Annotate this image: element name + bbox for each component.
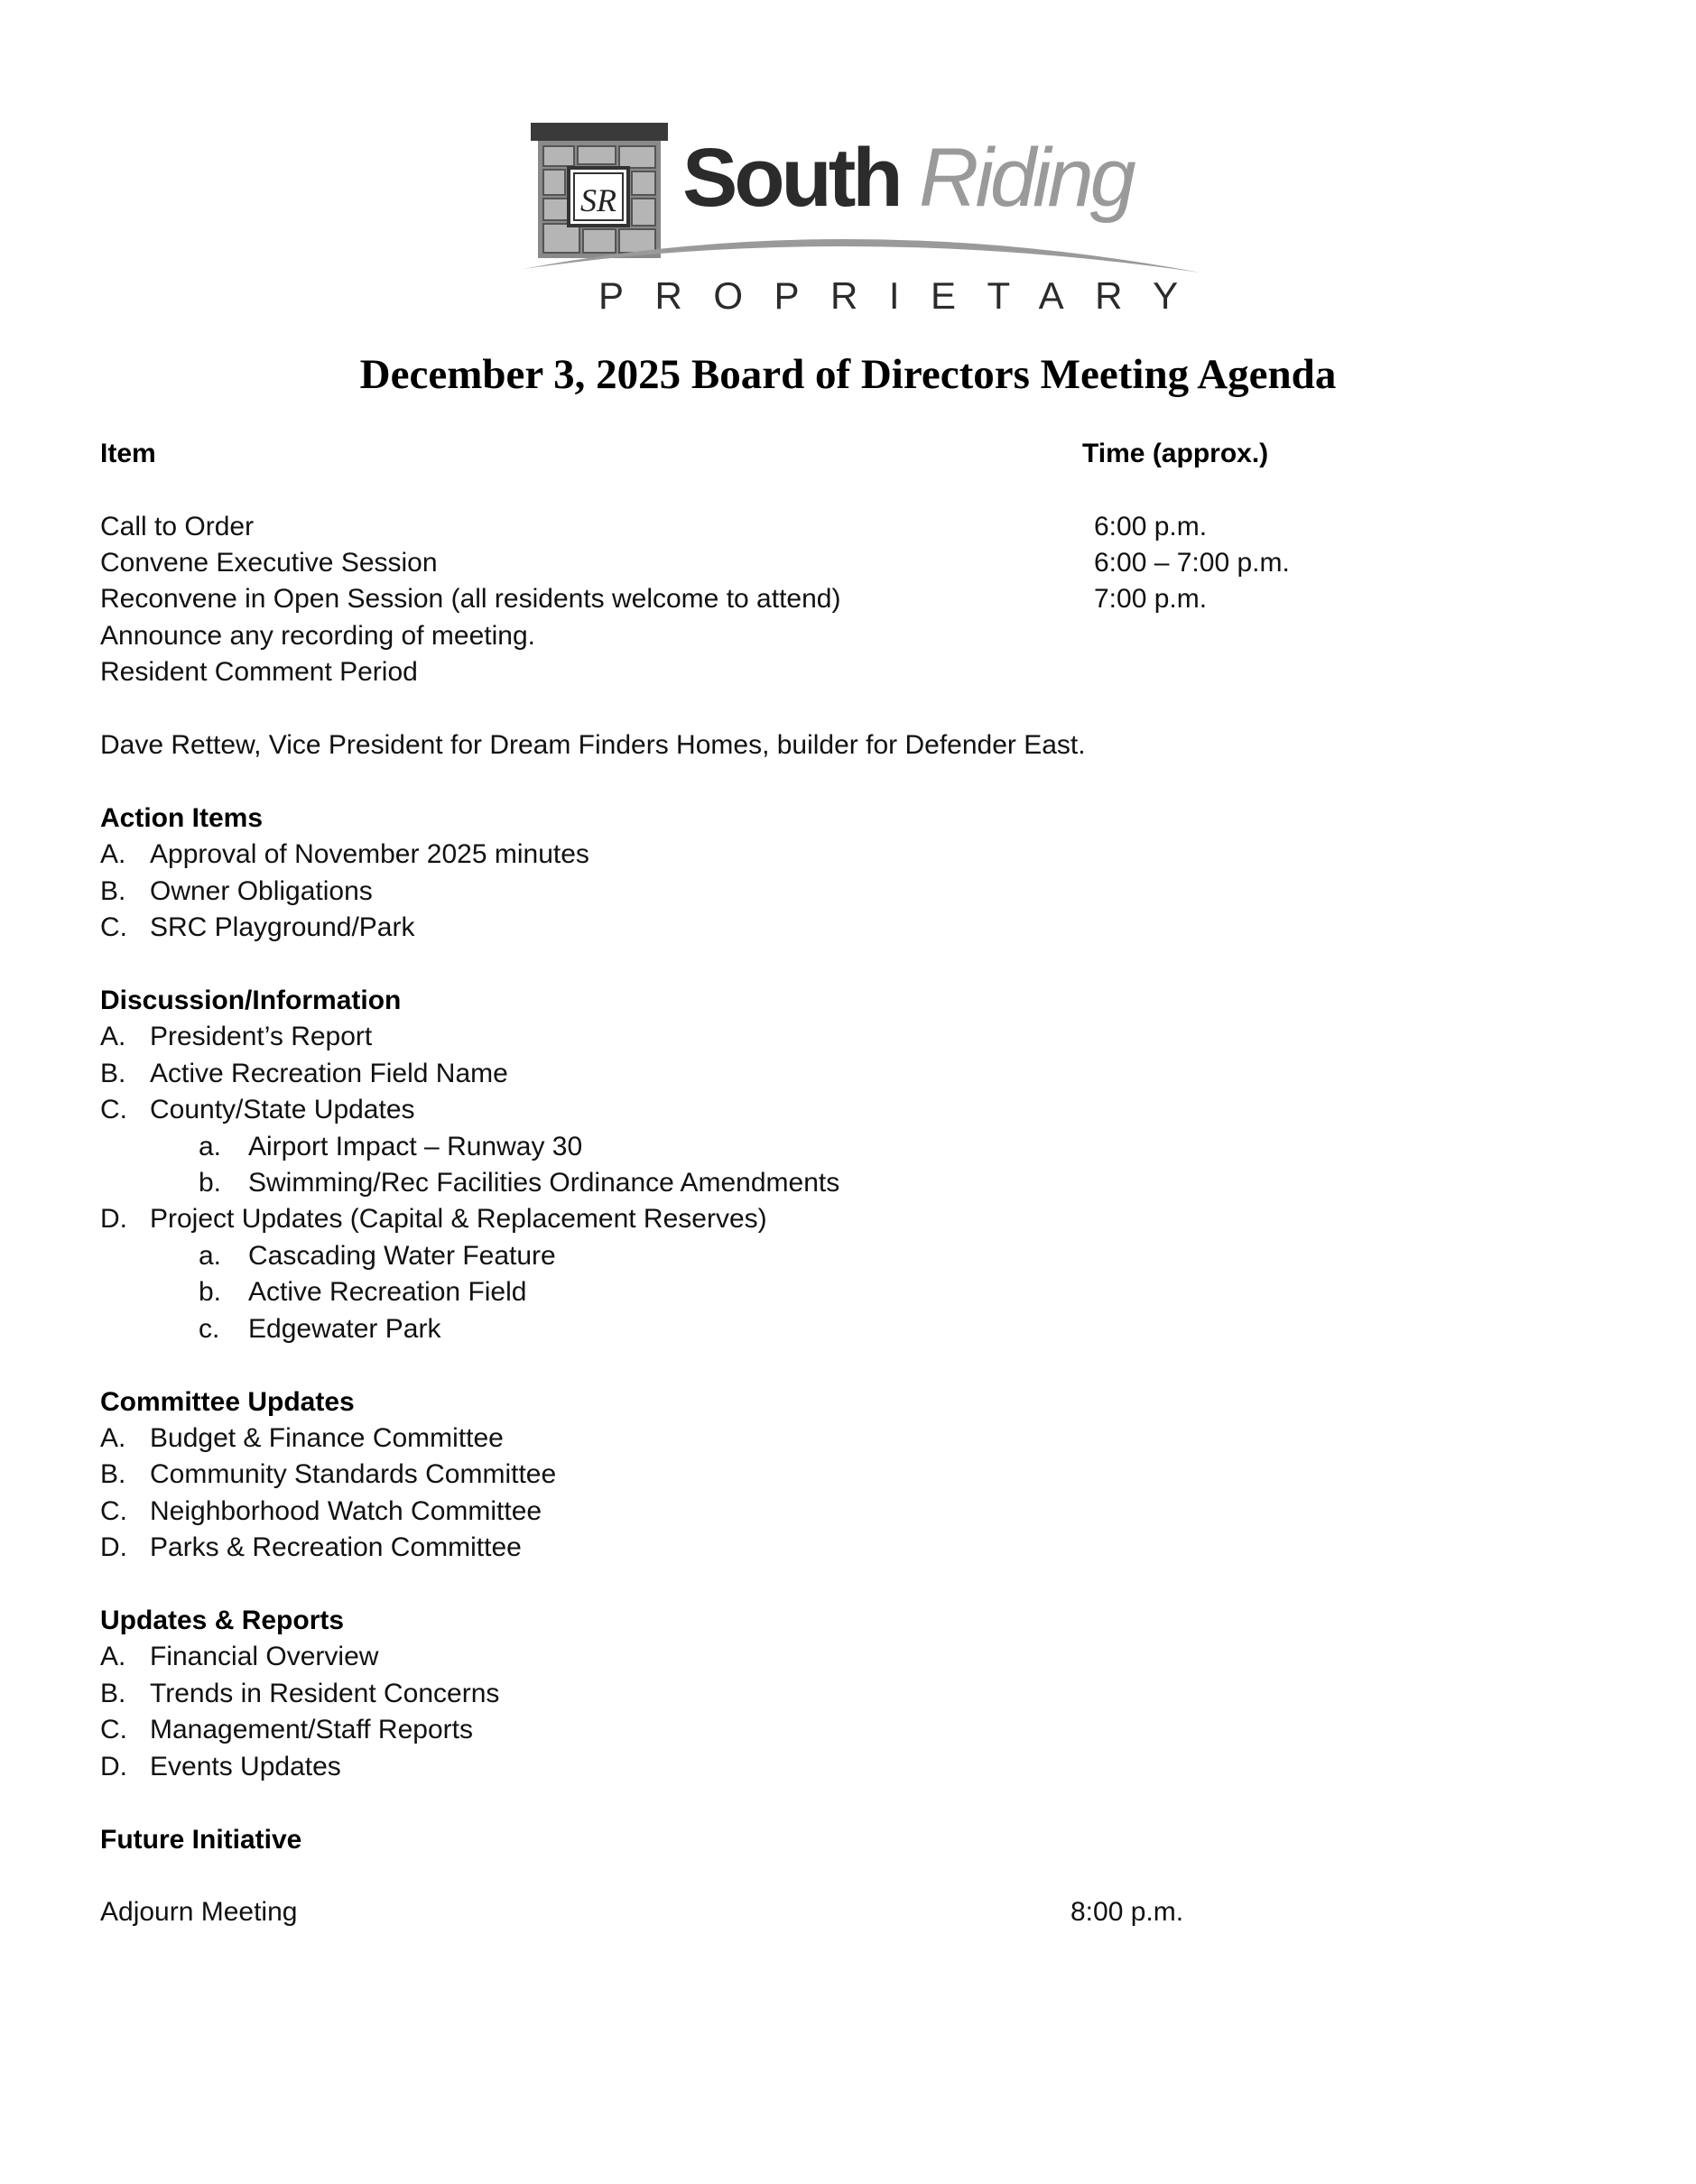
- schedule-time: 7:00 p.m.: [1094, 584, 1208, 614]
- list-item: A. President’s Report: [100, 1022, 373, 1051]
- logo-word-south: South: [682, 132, 900, 224]
- list-item: B. Community Standards Committee: [100, 1459, 557, 1489]
- sub-list-item: a. Airport Impact – Runway 30: [199, 1132, 583, 1161]
- list-item: A. Approval of November 2025 minutes: [100, 839, 589, 869]
- schedule-time: 6:00 p.m.: [1094, 512, 1208, 541]
- column-header-item: Item: [100, 439, 156, 468]
- list-item: C. County/State Updates: [100, 1095, 415, 1124]
- list-item: C. Neighborhood Watch Committee: [100, 1496, 542, 1526]
- column-header-time: Time (approx.): [1082, 439, 1269, 468]
- schedule-item: Convene Executive Session: [100, 548, 438, 578]
- list-item: A. Budget & Finance Committee: [100, 1423, 504, 1453]
- stone-pillar-icon: [531, 123, 668, 258]
- section-heading-committee-updates: Committee Updates: [100, 1387, 355, 1417]
- page-title: December 3, 2025 Board of Directors Meeting Agenda: [359, 351, 1337, 398]
- list-item: B. Owner Obligations: [100, 876, 373, 906]
- logo-word-proprietary: PROPRIETARY: [598, 274, 1209, 316]
- list-item: D. Parks & Recreation Committee: [100, 1532, 522, 1562]
- list-item: D. Project Updates (Capital & Replacement Reserves): [100, 1204, 767, 1234]
- schedule-time: 6:00 – 7:00 p.m.: [1094, 548, 1290, 578]
- svg-text:SR: SR: [580, 182, 616, 218]
- list-item: C. Management/Staff Reports: [100, 1715, 473, 1744]
- south-riding-logo: [505, 108, 1219, 316]
- sub-list-item: b. Swimming/Rec Facilities Ordinance Amendments: [199, 1168, 840, 1198]
- schedule-item: Announce any recording of meeting.: [100, 621, 535, 651]
- section-heading-future-initiative: Future Initiative: [100, 1825, 302, 1855]
- list-item: B. Active Recreation Field Name: [100, 1059, 508, 1088]
- schedule-item: Call to Order: [100, 512, 255, 541]
- sub-list-item: a. Cascading Water Feature: [199, 1241, 556, 1271]
- list-item: D. Events Updates: [100, 1752, 341, 1781]
- adjourn-item: Adjourn Meeting: [100, 1897, 298, 1927]
- section-heading-action-items: Action Items: [100, 803, 264, 833]
- guest-note: Dave Rettew, Vice President for Dream Finders Homes, builder for Defender East.: [100, 730, 1086, 760]
- schedule-item: Reconvene in Open Session (all residents welcome to attend): [100, 584, 841, 614]
- logo-word-riding: Riding: [919, 132, 1133, 224]
- sub-list-item: c. Edgewater Park: [199, 1314, 441, 1344]
- list-item: C. SRC Playground/Park: [100, 912, 415, 942]
- list-item: B. Trends in Resident Concerns: [100, 1679, 500, 1708]
- sub-list-item: b. Active Recreation Field: [199, 1277, 527, 1307]
- adjourn-time: 8:00 p.m.: [1070, 1897, 1184, 1927]
- schedule-item: Resident Comment Period: [100, 657, 418, 687]
- section-heading-updates-reports: Updates & Reports: [100, 1606, 345, 1635]
- list-item: A. Financial Overview: [100, 1642, 379, 1671]
- section-heading-discussion: Discussion/Information: [100, 986, 402, 1015]
